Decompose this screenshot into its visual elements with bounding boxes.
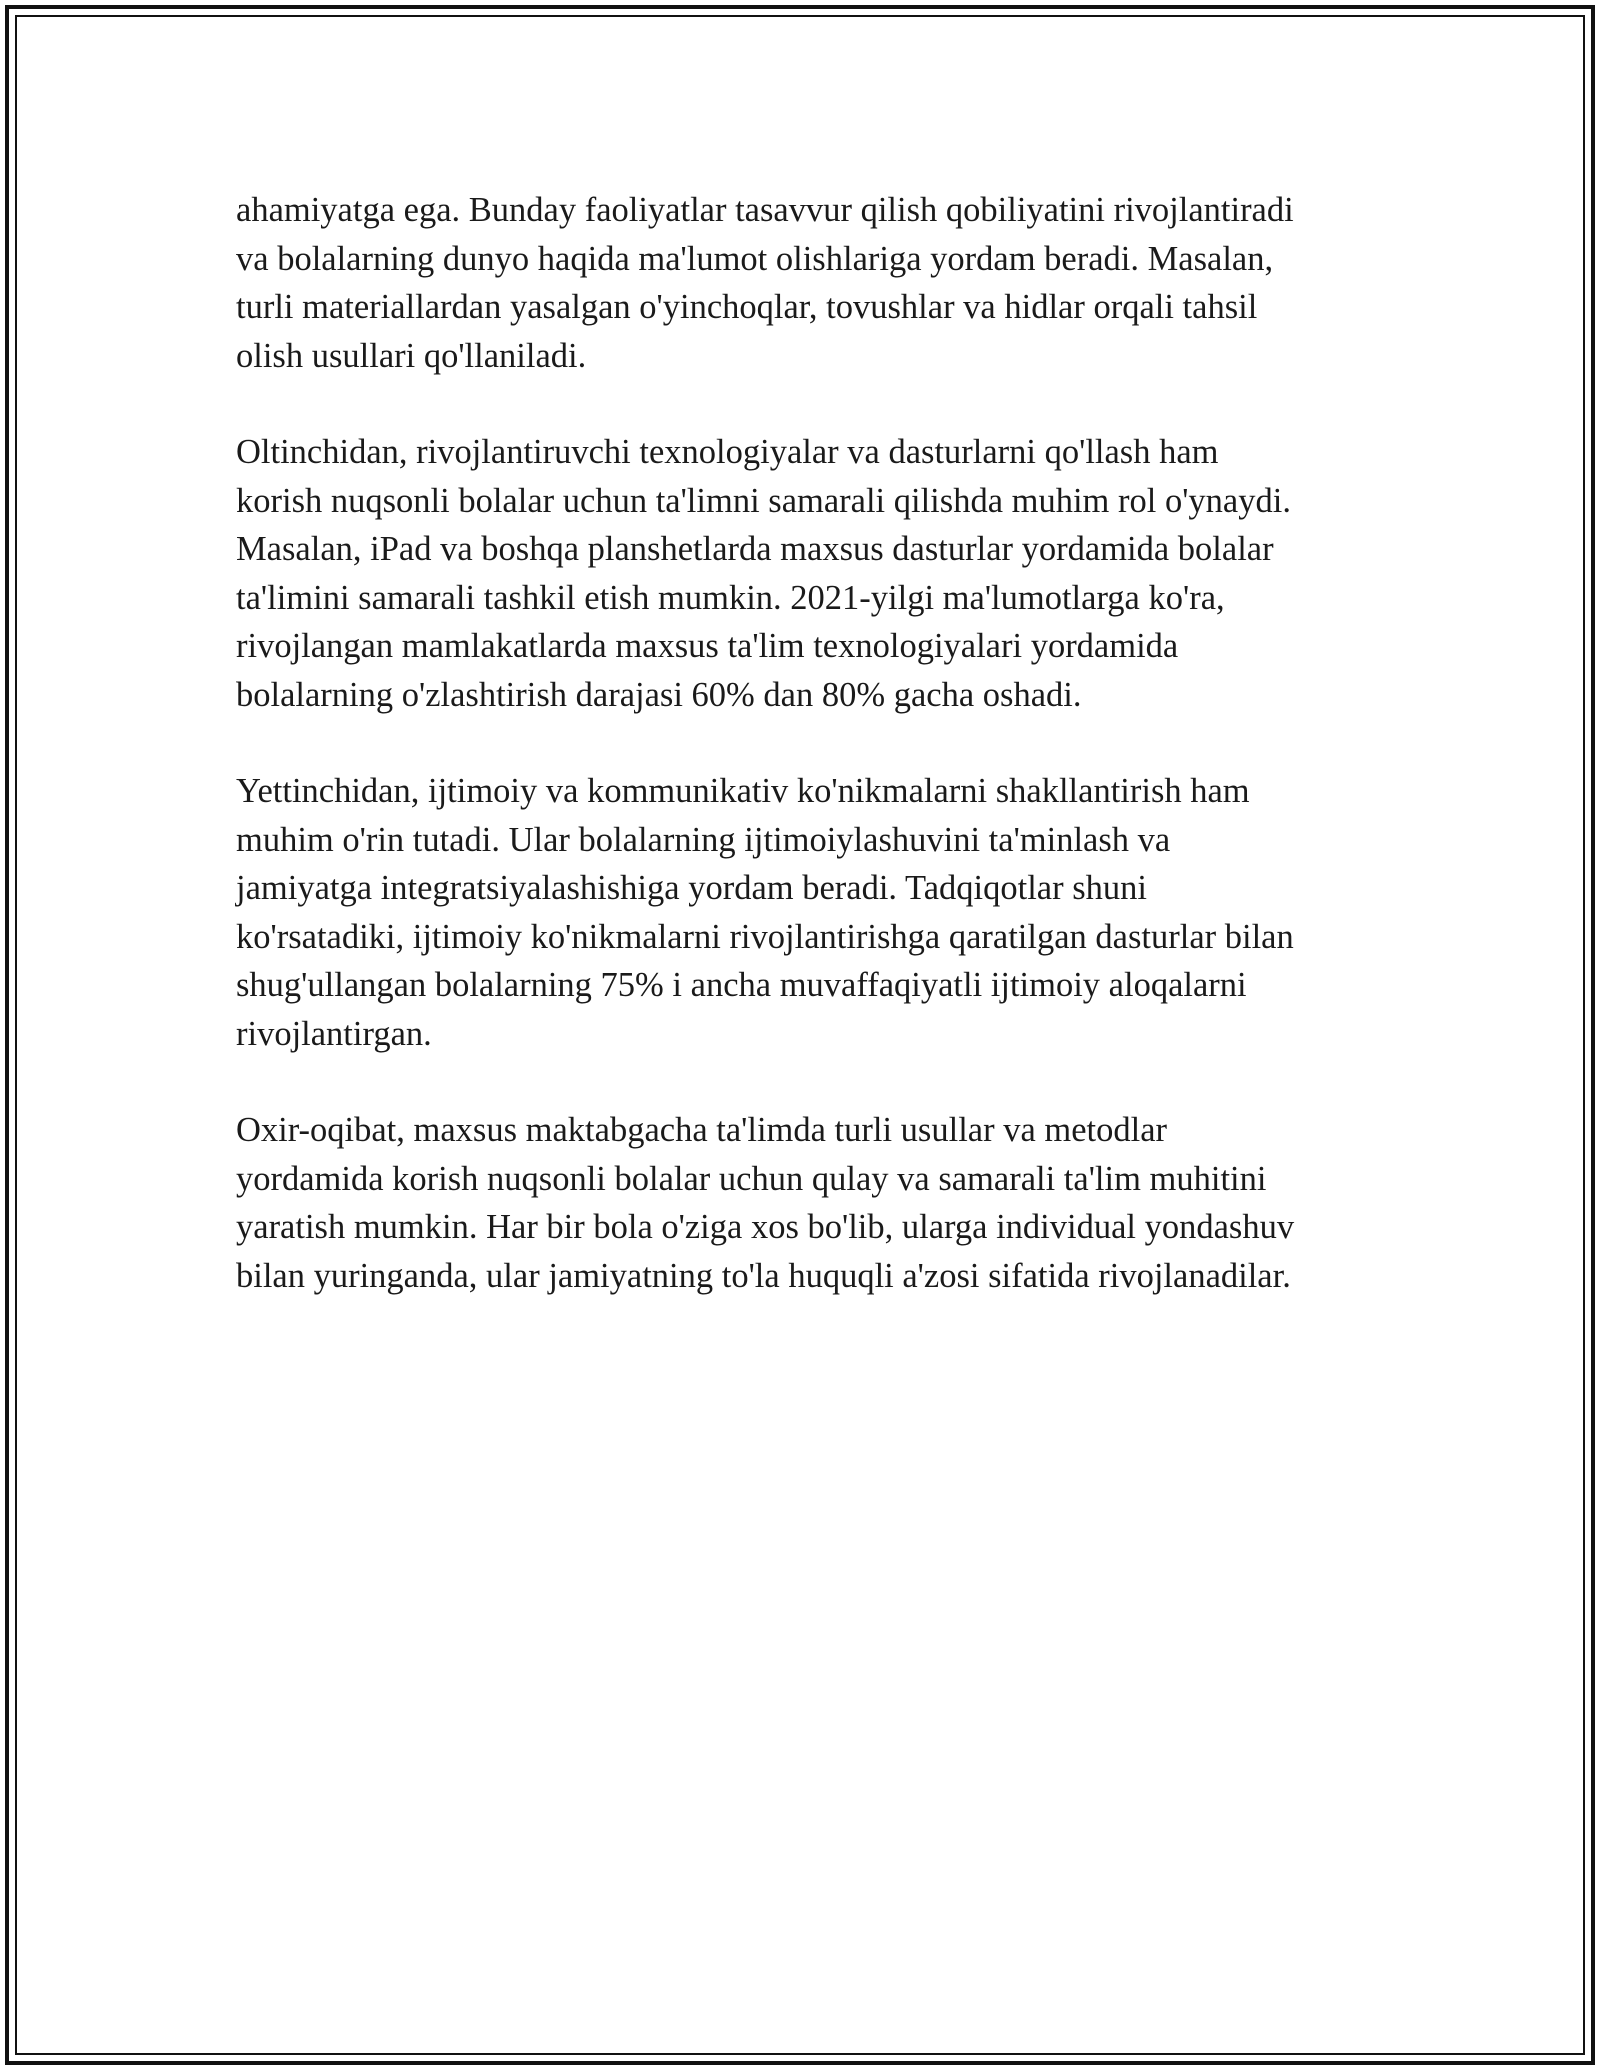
document-body (236, 186, 1366, 1348)
paragraph-social-skills: Yettinchidan, ijtimoiy va kommunikativ ko'nikmalarni shakllantirish ham muhim o'rin tutadi. Ular bolalarning ijtimoiylashuvini ta'minlash va jamiyatga integratsiyalashishiga yordam beradi. Tadqiqotlar shuni ko'rsatadiki, ijtimoiy ko'nikmalarni rivojlantirishga qaratilgan dasturlar bilan shug'ullangan bolalarning 75% i ancha muvaffaqiyatli ijtimoiy aloqalarni rivojlantirgan. (236, 772, 1294, 1053)
paragraph-technologies: Oltinchidan, rivojlantiruvchi texnologiyalar va dasturlarni qo'llash ham korish nuqsonli bolalar uchun ta'limni samarali qilishda muhim rol o'ynaydi. Masalan, iPad va boshqa planshetlarda maxsus dasturlar yordamida bolalar ta'limini samarali tashkil etish mumkin. 2021-yilgi ma'lumotlarga ko'ra, rivojlangan mamlakatlarda maxsus ta'lim texnologiyalari yordamida bolalarning o'zlashtirish darajasi 60% dan 80% gacha oshadi. (236, 433, 1291, 714)
paragraph-conclusion: Oxir-oqibat, maxsus maktabgacha ta'limda turli usullar va metodlar yordamida korish nuqsonli bolalar uchun qulay va samarali ta'lim muhitini yaratish mumkin. Har bir bola o'ziga xos bo'lib, ularga individual yondashuv bilan yuringanda, ular jamiyatning to'la huquqli a'zosi sifatida rivojlanadilar. (236, 1111, 1295, 1295)
paragraph-imagination-activities: ahamiyatga ega. Bunday faoliyatlar tasavvur qilish qobiliyatini rivojlantiradi va bolalarning dunyo haqida ma'lumot olishlariga yordam beradi. Masalan, turli materiallardan yasalgan o'yinchoqlar, tovushlar va hidlar orqali tahsil olish usullari qo'llaniladi. (236, 191, 1294, 375)
